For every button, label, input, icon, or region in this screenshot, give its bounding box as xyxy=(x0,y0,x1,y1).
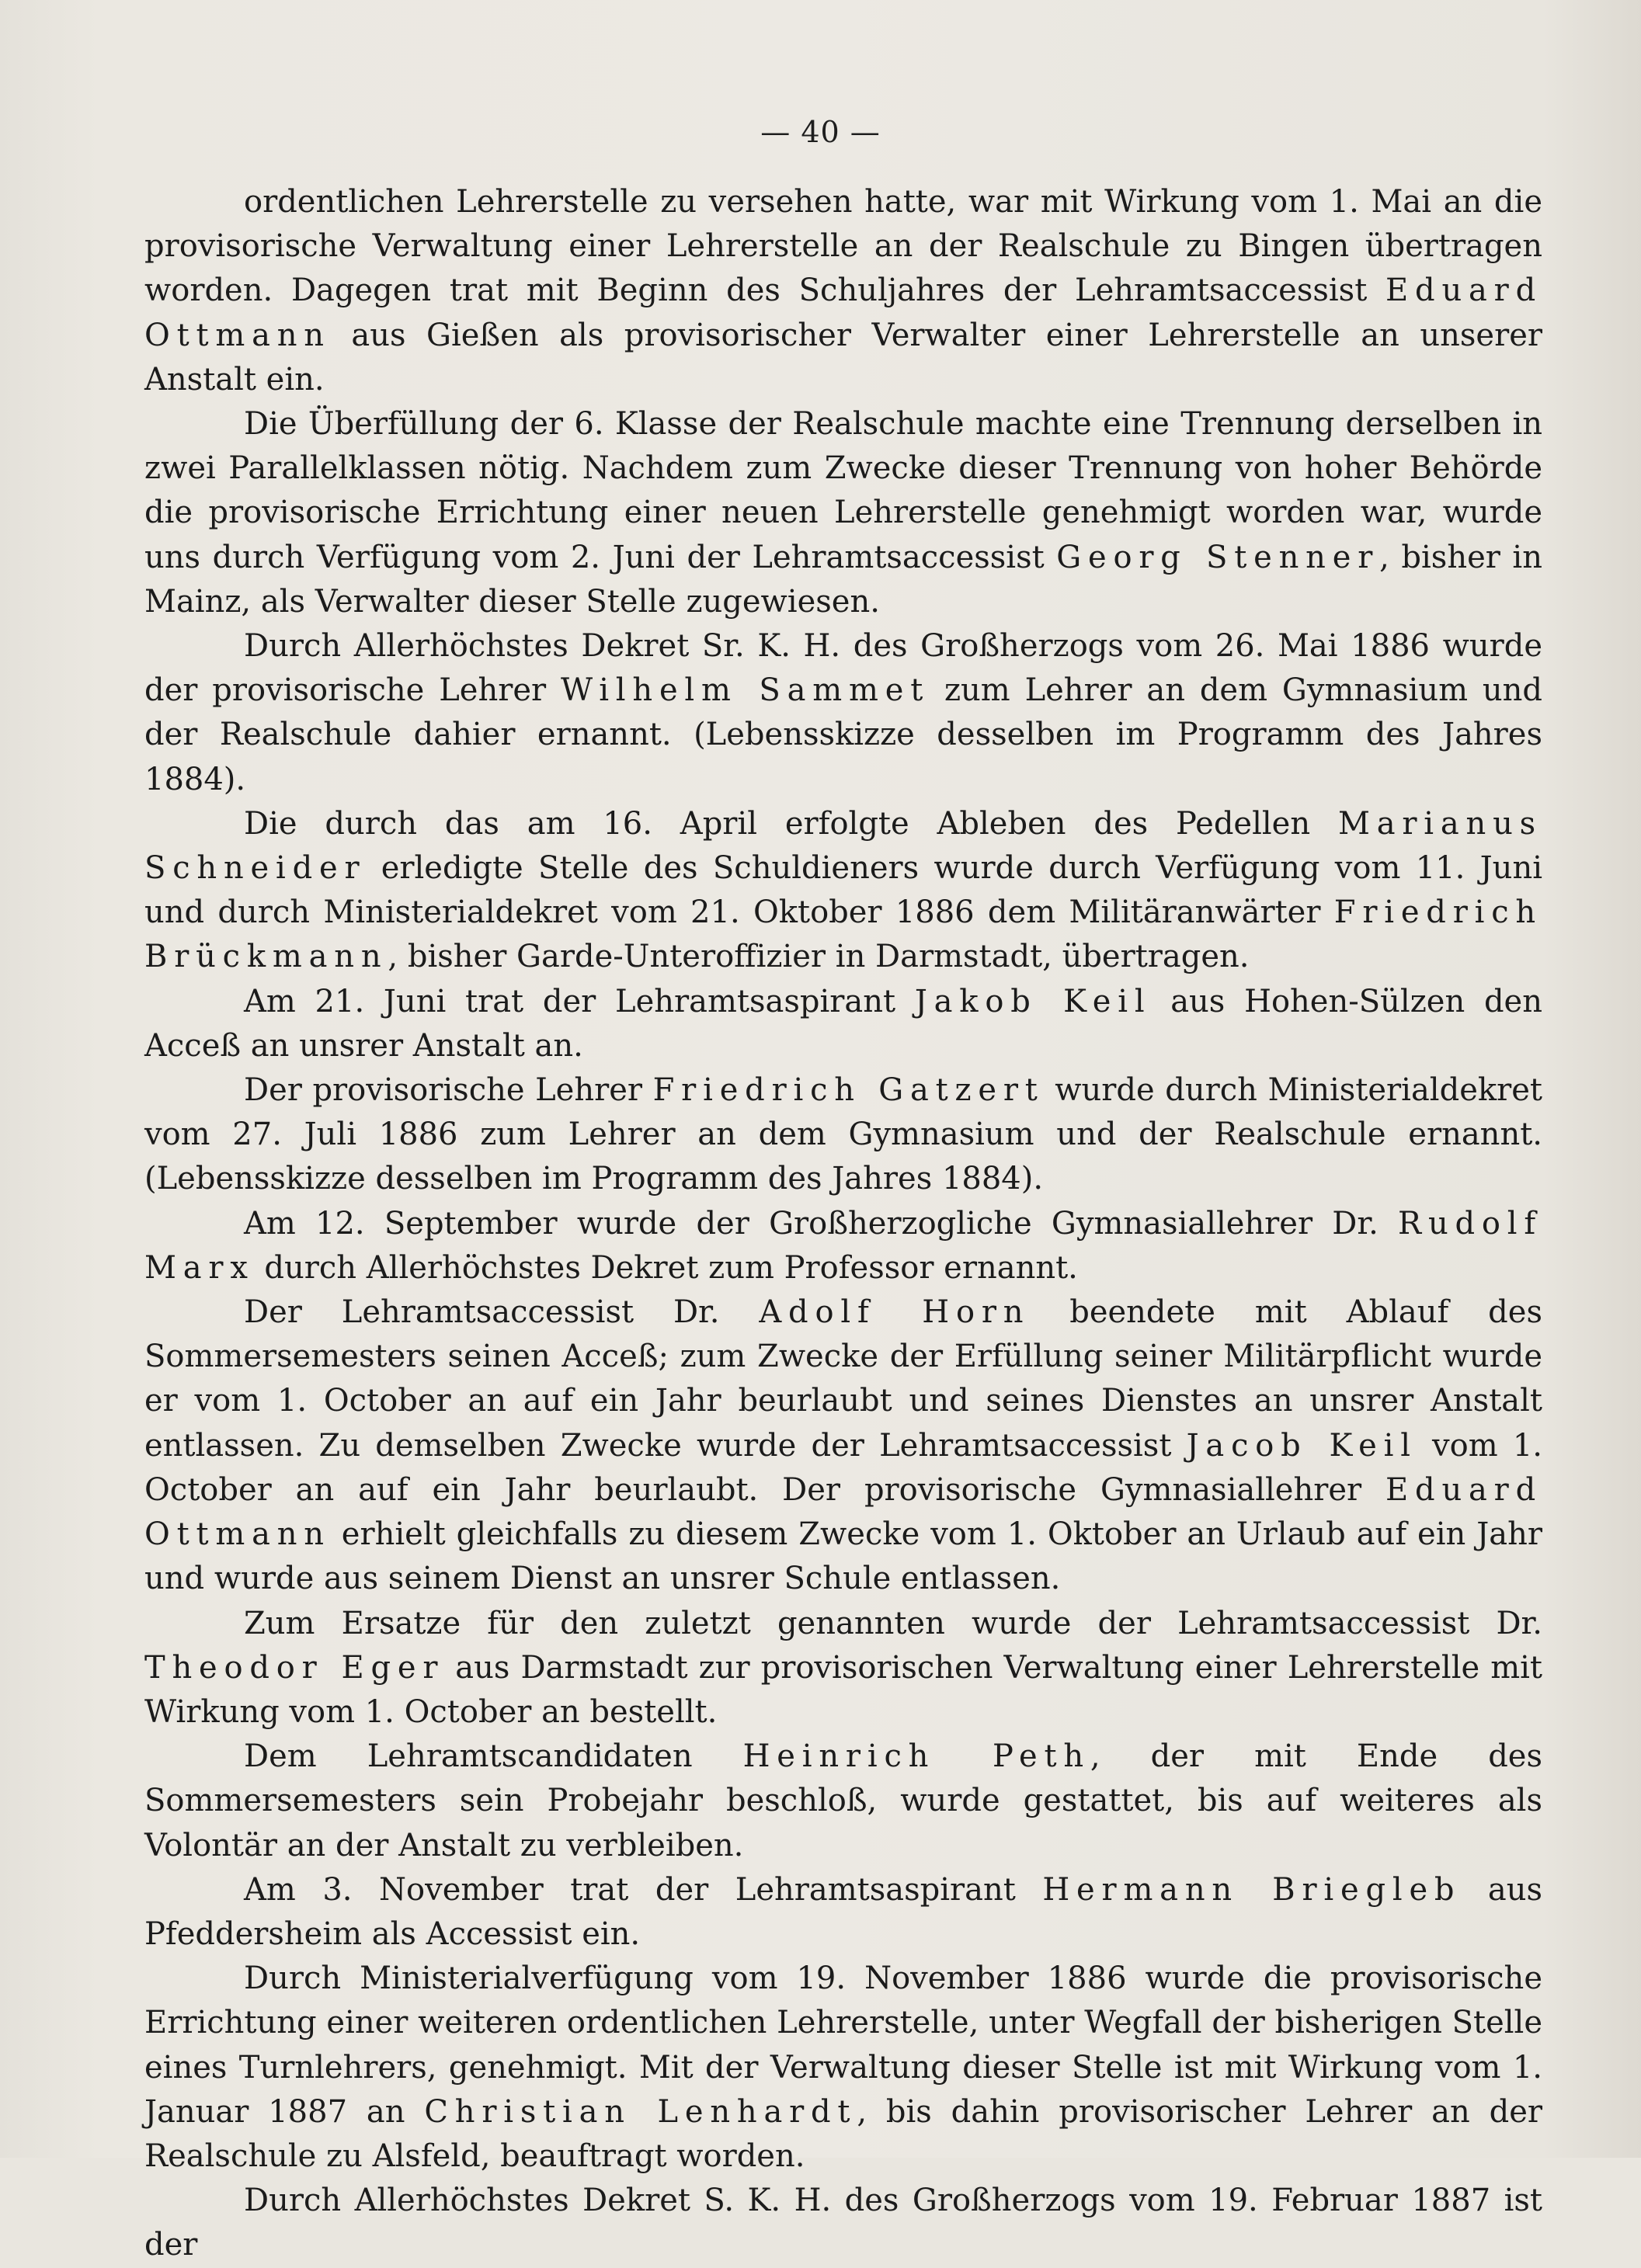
text-run: ordentlichen Lehrerstelle zu versehen hatte, war mit Wirkung vom 1. Mai an die provisorische Verwaltung einer Lehrerstelle an der Realschule zu Bingen übertragen worden. Dagegen trat mit Beginn des Schuljahres der Lehramtsaccessist xyxy=(144,184,1542,309)
text-run: Dem Lehramtscandidaten xyxy=(244,1738,743,1775)
text-run: Der provisorische Lehrer xyxy=(244,1072,653,1109)
paragraph xyxy=(144,180,1542,402)
paragraph xyxy=(144,1602,1542,1735)
text-run: aus Gießen als provisorischer Verwalter einer Lehrerstelle an unserer Anstalt ein. xyxy=(144,317,1542,398)
body-text xyxy=(144,180,1542,2268)
person-name: Heinrich Peth xyxy=(742,1738,1090,1775)
person-name: Friedrich Brückmann xyxy=(144,894,1542,975)
paragraph xyxy=(144,624,1542,802)
paragraph xyxy=(144,402,1542,624)
text-run: Am 21. Juni trat der Lehramtsaspirant xyxy=(244,983,915,1019)
text-run: Der Lehramtsaccessist Dr. xyxy=(244,1294,760,1331)
text-run: , bisher Garde-Unteroffizier in Darmstadt, übertragen. xyxy=(388,939,1250,975)
paragraph xyxy=(144,980,1542,1068)
person-name: Friedrich Gatzert xyxy=(652,1072,1045,1109)
person-name: Jakob Keil xyxy=(914,983,1152,1019)
text-run: Am 3. November trat der Lehramtsaspirant xyxy=(244,1871,1043,1908)
text-run: Durch Allerhöchstes Dekret S. K. H. des Großherzogs vom 19. Februar 1887 ist der xyxy=(144,2183,1542,2263)
paragraph xyxy=(144,2179,1542,2267)
text-run: , bisher in Mainz, als Verwalter dieser Stelle zugewiesen. xyxy=(144,539,1542,620)
paragraph xyxy=(144,1068,1542,1202)
text-run: aus Hohen-Sülzen den Acceß an unsrer Anstalt an. xyxy=(144,983,1542,1064)
person-name: Hermann Briegleb xyxy=(1042,1871,1462,1908)
paragraph xyxy=(144,1735,1542,1868)
text-run: Die durch das am 16. April erfolgte Ableben des Pedellen xyxy=(244,805,1338,842)
text-run: erledigte Stelle des Schuldieners wurde durch Verfügung vom 11. Juni und durch Ministerialdekret vom 21. Oktober 1886 dem Militäranwärter xyxy=(144,850,1542,931)
person-name: Christian Lenhardt xyxy=(424,2093,857,2130)
text-run: Durch Allerhöchstes Dekret Sr. K. H. des Großherzogs vom 26. Mai 1886 wurde der provisorische Lehrer xyxy=(144,628,1542,709)
text-run: wurde durch Ministerialdekret vom 27. Juli 1886 zum Lehrer an dem Gymnasium und der Realschule ernannt. (Lebensskizze desselben im Programm des Jahres 1884). xyxy=(144,1072,1542,1197)
paragraph xyxy=(144,1957,1542,2179)
text-run: Durch Ministerialverfügung vom 19. November 1886 wurde die provisorische Errichtung einer weiteren ordentlichen Lehrerstelle, unter Wegfall der bisherigen Stelle eines Turnlehrers, genehmigt. Mit der Verwaltung dieser Stelle ist mit Wirkung vom 1. Januar 1887 an xyxy=(144,1961,1542,2130)
paragraph xyxy=(144,1202,1542,1290)
person-name: Marianus Schneider xyxy=(144,805,1542,887)
person-name: Theodor Eger xyxy=(144,1649,445,1686)
text-run: erhielt gleichfalls zu diesem Zwecke vom 1. Oktober an Urlaub auf ein Jahr und wurde aus seinem Dienst an unsrer Schule entlassen. xyxy=(144,1516,1542,1597)
person-name: Georg Stenner xyxy=(1056,539,1380,575)
text-run: vom 1. October an auf ein Jahr beurlaubt. Der provisorische Gymnasiallehrer xyxy=(144,1427,1542,1508)
paragraph xyxy=(144,1290,1542,1601)
text-run: Die Überfüllung der 6. Klasse der Realschule machte eine Trennung derselben in zwei Parallelklassen nötig. Nachdem zum Zwecke dieser Trennung von hoher Behörde die provisorische Errichtung einer neuen Lehrerstelle genehmigt worden war, wurde uns durch Verfügung vom 2. Juni der Lehramtsaccessist xyxy=(144,406,1542,575)
paragraph xyxy=(144,1868,1542,1957)
person-name: Jacob Keil xyxy=(1186,1427,1417,1464)
person-name: Adolf Horn xyxy=(759,1294,1031,1331)
person-name: Wilhelm Sammet xyxy=(561,672,930,709)
person-name: Eduard Ottmann xyxy=(144,273,1542,353)
text-run: Am 12. September wurde der Großherzogliche Gymnasiallehrer Dr. xyxy=(244,1205,1399,1242)
text-run: durch Allerhöchstes Dekret zum Professor ernannt. xyxy=(254,1249,1078,1286)
person-name: Rudolf Marx xyxy=(144,1205,1542,1286)
paragraph xyxy=(144,802,1542,980)
text-run: beendete mit Ablauf des Sommersemesters seinen Acceß; zum Zwecke der Erfüllung seiner Militärpflicht wurde er vom 1. October an auf ein Jahr beurlaubt und seines Dienstes an unsrer Anstalt entlassen. Zu demselben Zwecke wurde der Lehramtsaccessist xyxy=(144,1294,1542,1464)
person-name: Eduard Ottmann xyxy=(144,1471,1542,1553)
text-run: aus Darmstadt zur provisorischen Verwaltung einer Lehrerstelle mit Wirkung vom 1. October an bestellt. xyxy=(144,1649,1542,1730)
page-number: — 40 — xyxy=(760,115,881,149)
text-run: , der mit Ende des Sommersemesters sein Probejahr beschloß, wurde gestattet, bis auf weiteres als Volontär an der Anstalt zu verbleiben. xyxy=(144,1738,1543,1863)
text-run: , bis dahin provisorischer Lehrer an der Realschule zu Alsfeld, beauftragt worden. xyxy=(144,2093,1542,2174)
text-run: aus Pfeddersheim als Accessist ein. xyxy=(144,1871,1542,1952)
text-run: zum Lehrer an dem Gymnasium und der Realschule dahier ernannt. (Lebensskizze desselben im Programm des Jahres 1884). xyxy=(144,672,1542,797)
text-run: Zum Ersatze für den zuletzt genannten wurde der Lehramtsaccessist Dr. xyxy=(244,1605,1542,1641)
